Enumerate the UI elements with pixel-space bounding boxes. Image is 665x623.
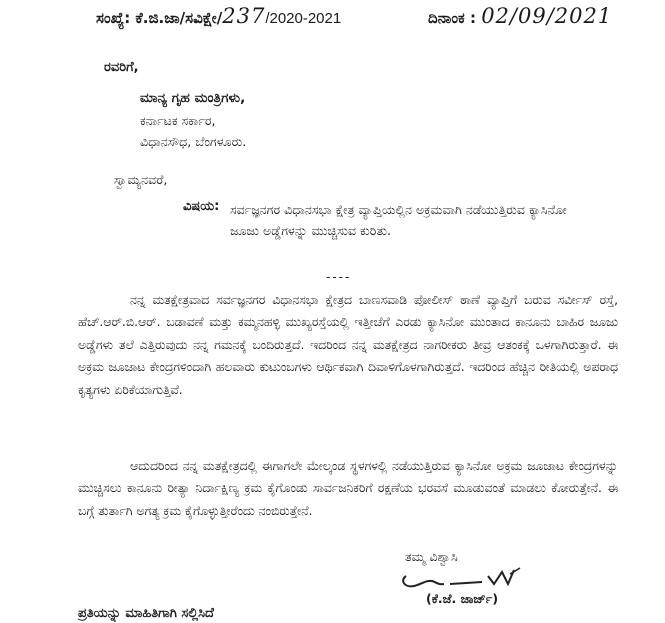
handwritten-signature: [398, 562, 528, 592]
date-handwritten-value: 02/09/2021: [481, 4, 613, 28]
subject-label: ವಿಷಯ:: [183, 199, 220, 214]
subject-text: ಸರ್ವಜ್ಞನಗರ ವಿಧಾನಸಭಾ ಕ್ಷೇತ್ರ ವ್ಯಾಪ್ತಿಯಲ್ಲಿನ ಅಕ್ರಮವಾಗಿ ನಡೆಯುತ್ತಿರುವ ಕ್ಯಾಸಿನೋ ಜೂಜು ಅಡ್ಡೆಗಳನ್ನು ಮುಚ್ಚಿಸುವ ಕುರಿತು.: [230, 202, 567, 238]
reference-handwritten-number: 237: [222, 4, 266, 28]
greeting: ಸ್ವಾಮ್ಯನವರೆ,: [114, 172, 168, 187]
date-label: ದಿನಾಂಕ :: [428, 9, 476, 27]
closing-phrase: ತಮ್ಮ ವಿಶ್ವಾಸಿ: [405, 549, 458, 564]
body-paragraph: ನನ್ನ ಮತಕ್ಷೇತ್ರವಾದ ಸರ್ವಜ್ಞನಗರ ವಿಧಾನಸಭಾ ಕ್ಷೇತ್ರದ ಬಾಣಸವಾಡಿ ಪೋಲೀಸ್ ಠಾಣೆ ವ್ಯಾಪ್ತಿಗೆ ಬರುವ ಸರ್ವೀಸ್ ರಸ್ತೆ, ಹೆಚ್.ಆರ್.ಬಿ.ಆರ್. ಬಡಾವಣೆ ಮತ್ತು ಕಮ್ಮನಹಳ್ಳಿ ಮುಖ್ಯರಸ್ತೆಯಲ್ಲಿ ಇತ್ತೀಚೆಗೆ ಎರಡು ಕ್ಯಾಸಿನೋ ಮುಂತಾದ ಕಾನೂನು ಬಾಹಿರ ಜೂಜು ಅಡ್ಡೆಗಳು ತಲೆ ಎತ್ತಿರುವುದು ನನ್ನ ಗಮನಕ್ಕೆ ಬಂದಿರುತ್ತದೆ. ಇದರಿಂದ ನನ್ನ ಮತಕ್ಷೇತ್ರದ ನಾಗರೀಕರು ತೀವ್ರ ಆತಂಕಕ್ಕೆ ಒಳಗಾಗಿರುತ್ತಾರೆ. ಈ ಅಕ್ರಮ ಜೂಜಾಟ ಕೇಂದ್ರಗಳಿಂದಾಗಿ ಹಲವಾರು ಕುಟುಂಬಗಳು ಆರ್ಥಿಕವಾಗಿ ದಿವಾಳಿಗೊಳಗಾಗಿರುತ್ತದೆ. ಇದರಿಂದ ಹೆಚ್ಚಿನ ರೀತಿಯಲ್ಲಿ ಅಪರಾಧ ಕೃತ್ಯಗಳು ಏರಿಕೆಯಾಗುತ್ತಿವೆ.: [78, 293, 618, 397]
signer-name: (ಕೆ.ಜೆ. ಜಾರ್ಜ್): [426, 591, 499, 606]
letter-date: [428, 4, 612, 28]
reference-number: [96, 4, 341, 28]
section-divider: ----: [326, 270, 352, 284]
body-paragraph: ಆದುದರಿಂದ ನನ್ನ ಮತಕ್ಷೇತ್ರದಲ್ಲಿ ಈಗಾಗಲೇ ಮೇಲ್ಕಂಡ ಸ್ಥಳಗಳಲ್ಲಿ ನಡೆಯುತ್ತಿರುವ ಕ್ಯಾಸಿನೋ ಅಕ್ರಮ ಜೂಜಾಟ ಕೇಂದ್ರಗಳನ್ನು ಮುಚ್ಚಿಸಲು ಕಾನೂನು ರೀತ್ಯಾ ನಿರ್ದಾಕ್ಷಿಣ್ಯ ಕ್ರಮ ಕೈಗೊಂಡು ಸಾರ್ವಜನಿಕರಿಗೆ ರಕ್ಷಣೆಯ ಭರವಸೆ ಮೂಡುವಂತೆ ಮಾಡಲು ಕೋರುತ್ತೇನೆ. ಈ ಬಗ್ಗೆ ತುರ್ತಾಗಿ ಅಗತ್ಯ ಕ್ರಮ ಕೈಗೊಳ್ಳುತ್ತೀರೆಂದು ನಂಬಿರುತ್ತೇನೆ.: [78, 459, 618, 518]
recipient-address: ವಿಧಾನಸೌಧ, ಬೆಂಗಳೂರು.: [140, 134, 247, 149]
recipient-title: ಮಾನ್ಯ ಗೃಹ ಮಂತ್ರಿಗಳು,: [140, 90, 246, 106]
recipient-government: ಕರ್ನಾಟಕ ಸರ್ಕಾರ,: [140, 113, 216, 128]
copy-note: ಪ್ರತಿಯನ್ನು ಮಾಹಿತಿಗಾಗಿ ಸಲ್ಲಿಸಿದೆ: [78, 606, 214, 621]
reference-label: ಸಂಖ್ಯೆ: ಕೆ.ಜಿ.ಜಾ/ಸವಿಕ್ಷೇ/: [96, 9, 223, 27]
reference-year: /2020-2021: [265, 10, 342, 27]
recipient-salutation: ರವರಿಗೆ,: [104, 60, 139, 75]
